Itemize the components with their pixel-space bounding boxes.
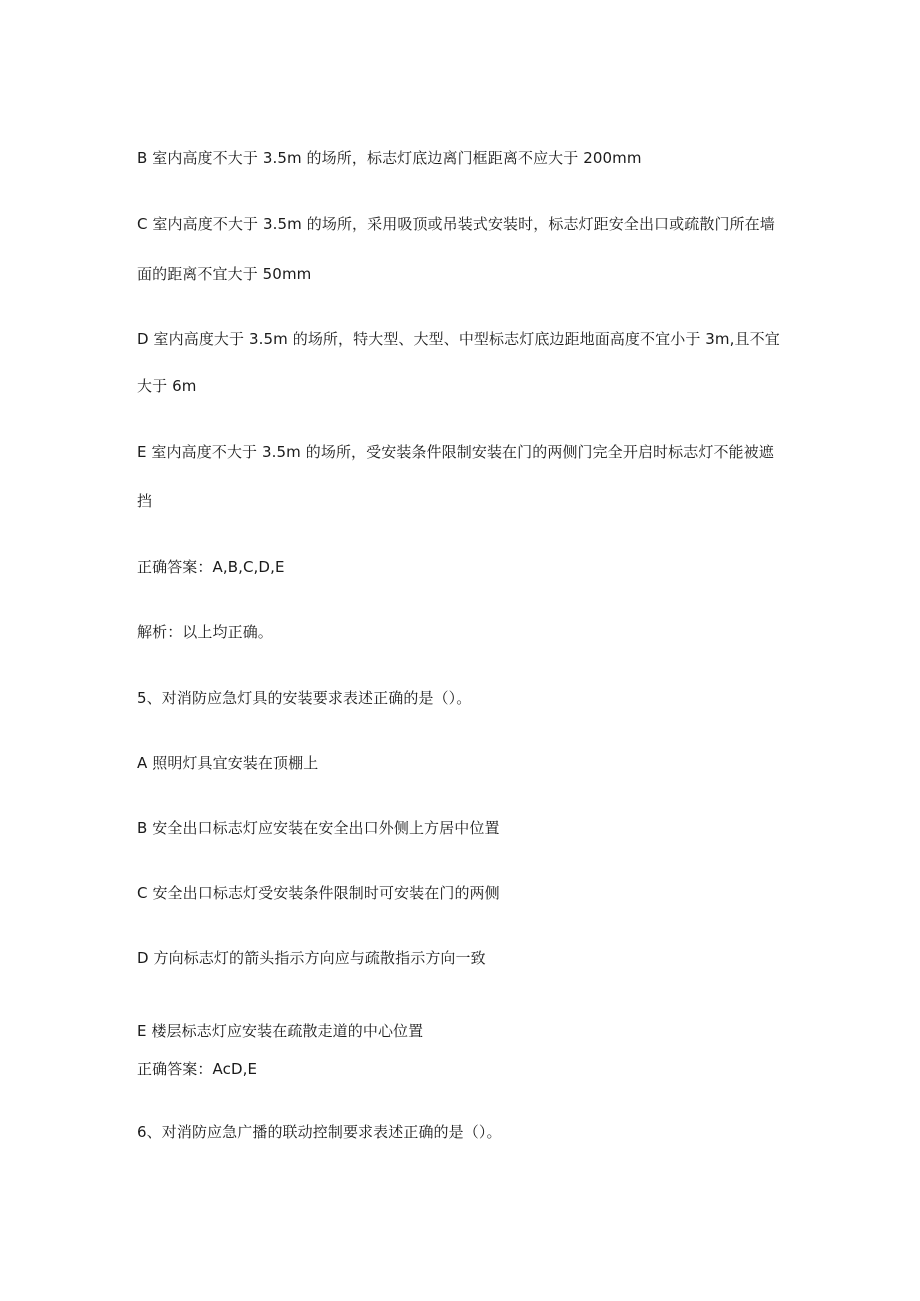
q4-analysis: 解析：以上均正确。 xyxy=(137,623,273,641)
q4-option-d-line1: D 室内高度大于 3.5m 的场所，特大型、大型、中型标志灯底边距地面高度不宜小于 3m,且不宜 xyxy=(137,330,780,348)
q5-question: 5、对消防应急灯具的安装要求表述正确的是（）。 xyxy=(137,689,472,707)
q4-option-c-line1: C 室内高度不大于 3.5m 的场所，采用吸顶或吊装式安装时，标志灯距安全出口或疏散门所在墙 xyxy=(137,215,775,233)
q4-option-d-line2: 大于 6m xyxy=(137,377,197,395)
q4-option-e-line1: E 室内高度不大于 3.5m 的场所，受安装条件限制安装在门的两侧门完全开启时标志灯不能被遮 xyxy=(137,443,774,461)
q5-answer: 正确答案：AcD,E xyxy=(137,1060,258,1078)
q4-option-c-line2: 面的距离不宜大于 50mm xyxy=(137,265,312,283)
q5-option-a: A 照明灯具宜安装在顶棚上 xyxy=(137,754,319,772)
q4-answer: 正确答案：A,B,C,D,E xyxy=(137,558,285,576)
q5-option-d: D 方向标志灯的箭头指示方向应与疏散指示方向一致 xyxy=(137,949,486,967)
q5-option-c: C 安全出口标志灯受安装条件限制时可安装在门的两侧 xyxy=(137,884,500,902)
q6-question: 6、对消防应急广播的联动控制要求表述正确的是（）。 xyxy=(137,1123,502,1141)
q5-option-e: E 楼层标志灯应安装在疏散走道的中心位置 xyxy=(137,1022,424,1040)
q4-option-e-line2: 挡 xyxy=(137,492,153,510)
q5-option-b: B 安全出口标志灯应安装在安全出口外侧上方居中位置 xyxy=(137,819,500,837)
q4-option-b: B 室内高度不大于 3.5m 的场所，标志灯底边离门框距离不应大于 200mm xyxy=(137,149,642,167)
